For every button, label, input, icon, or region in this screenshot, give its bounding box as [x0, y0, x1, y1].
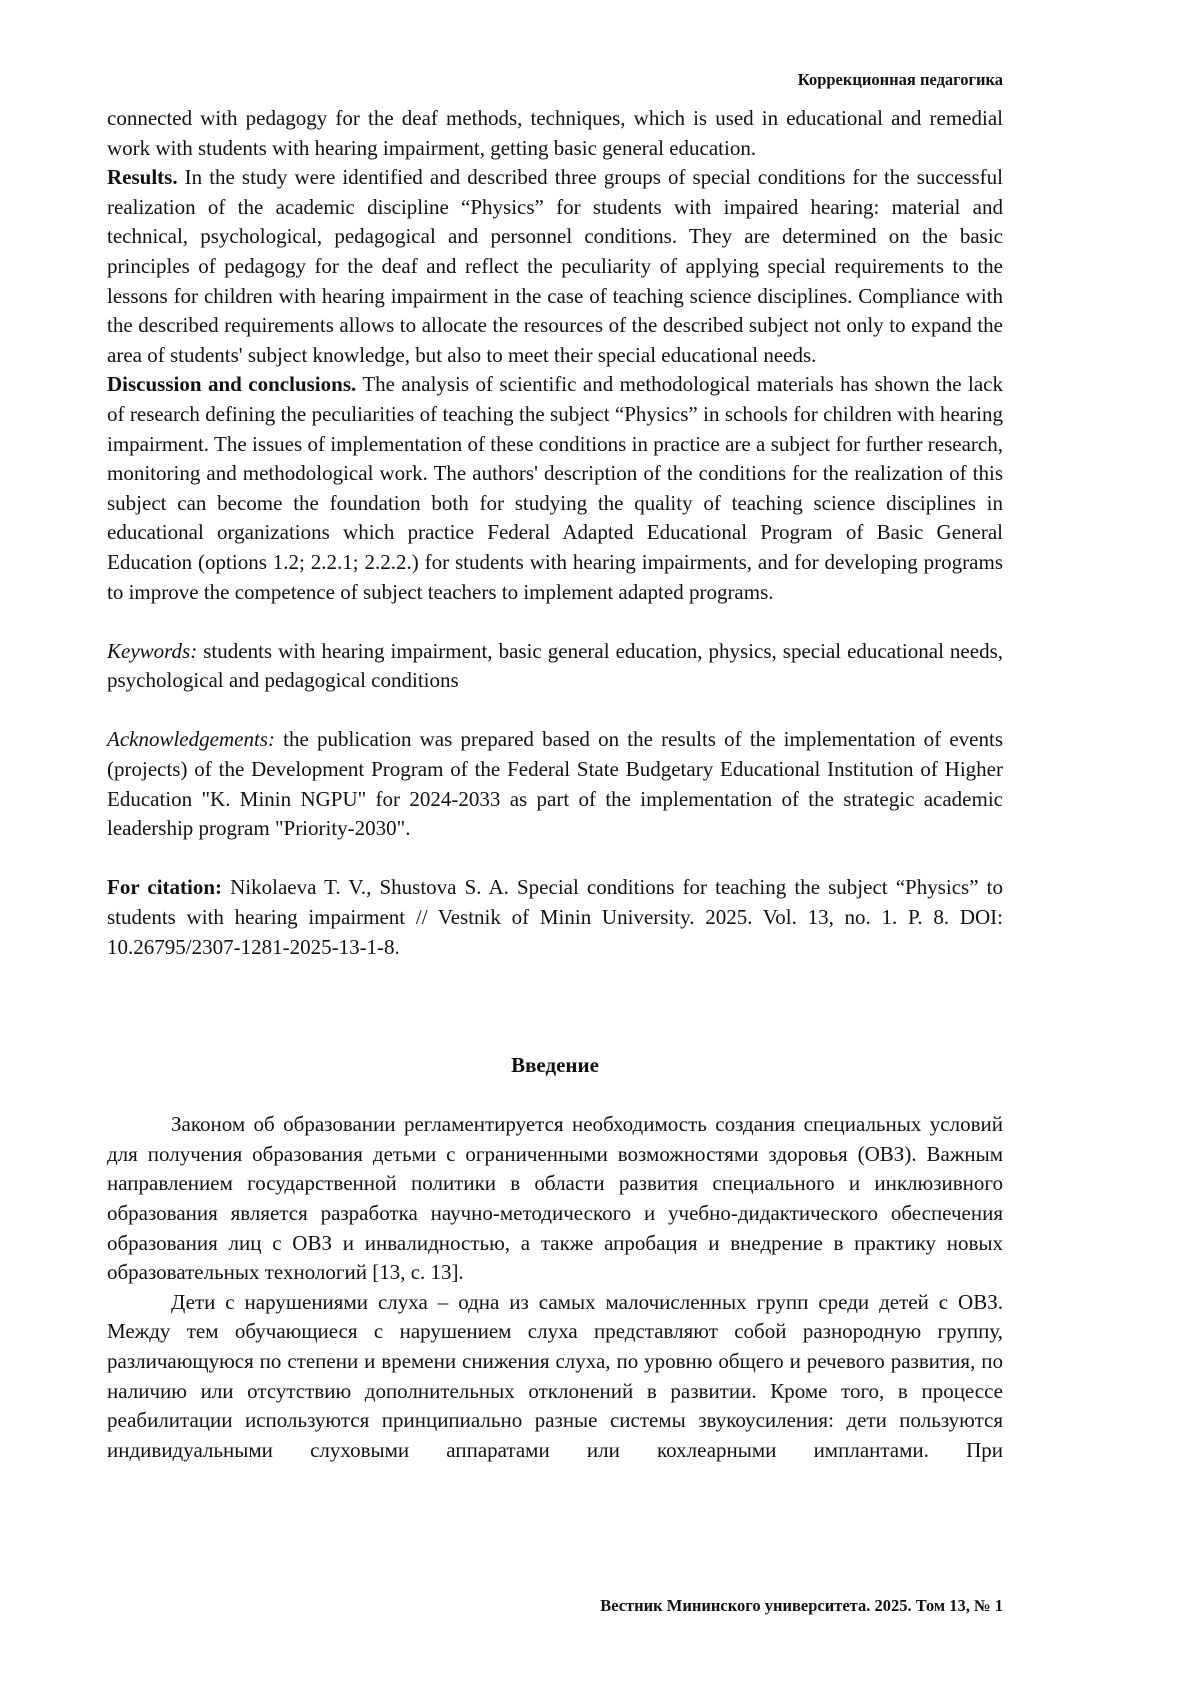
spacer [107, 1021, 1003, 1051]
citation-text: Nikolaeva T. V., Shustova S. A. Special conditions for teaching the subject “Physics” to students with hearing impairment // Vestnik of Minin University. 2025. Vol. 13, no. 1. P. 8. DOI: 10.26795/2307-1281-2025-13-1-8. [107, 875, 1003, 959]
discussion-text: The analysis of scientific and methodological materials has shown the lack of research defining the peculiarities of teaching the subject “Physics” in schools for children with hearing impairment. The issues of implementation of these conditions in practice are a subject for further research, monitoring and methodological work. The authors' description of the conditions for the realization of this subject can become the foundation both for studying the quality of teaching science disciplines in educational organizations which practice Federal Adapted Educational Program of Basic General Education (options 1.2; 2.2.1; 2.2.2.) for students with hearing impairments, and for developing programs to improve the competence of subject teachers to implement adapted programs. [107, 372, 1003, 604]
acknowledgements [107, 725, 1003, 843]
spacer [107, 607, 1003, 637]
results-label: Results. [107, 165, 178, 190]
results-text: In the study were identified and described three groups of special conditions for the successful realization of the academic discipline “Physics” for students with impaired hearing: material and technical, psychological, pedagogical and personnel conditions. They are determined on the basic principles of pedagogy for the deaf and reflect the peculiarity of applying special requirements to the lessons for children with hearing impairment in the case of teaching science disciplines. Compliance with the described requirements allows to allocate the resources of the described subject not only to expand the area of students' subject knowledge, but also to meet their special educational needs. [107, 165, 1003, 367]
running-header: Коррекционная педагогика [797, 70, 1003, 89]
abstract-continuation: connected with pedagogy for the deaf methods, techniques, which is used in educational and remedial work with students with hearing impairment, getting basic general education. [107, 106, 1003, 160]
abstract-discussion [107, 370, 1003, 607]
spacer [107, 962, 1003, 992]
spacer [107, 844, 1003, 874]
abstract-results [107, 163, 1003, 370]
citation-label: For citation: [107, 875, 223, 900]
intro-paragraph: Дети с нарушениями слуха – одна из самых малочисленных групп среди детей с ОВЗ. Между тем обучающиеся с нарушением слуха представляют собой разнородную группу, различающуюся по степени и времени снижения слуха, по уровню общего и речевого развития, по наличию или отсутствию дополнительных отклонений в развитии. Кроме того, в процессе реабилитации используются принципиально разные системы звукоусиления: дети пользуются индивидуальными слуховыми аппаратами или кохлеарными имплантами. При [107, 1289, 1003, 1462]
spacer [107, 1081, 1003, 1111]
section-title-introduction: Введение [511, 1053, 599, 1077]
keywords-label: Keywords: [107, 638, 198, 663]
acknowledgements-label: Acknowledgements: [107, 727, 275, 752]
spacer [107, 992, 1003, 1022]
discussion-label: Discussion and conclusions. [107, 372, 357, 397]
acknowledgements-text: the publication was prepared based on the results of the implementation of events (projects) of the Development Program of the Federal State Budgetary Educational Institution of Higher Education "K. Minin NGPU" for 2024-2033 as part of the implementation of the strategic academic leadership program "Priority-2030". [107, 727, 1003, 841]
body-text [107, 104, 1003, 1465]
citation [107, 873, 1003, 962]
keywords-text: students with hearing impairment, basic general education, physics, special educational needs, psychological and pedagogical conditions [107, 638, 1003, 693]
running-footer: Вестник Мининского университета. 2025. Том 13, № 1 [600, 1596, 1003, 1615]
keywords [107, 637, 1003, 696]
intro-paragraph: Законом об образовании регламентируется необходимость создания специальных условий для получения образования детьми с ограниченными возможностями здоровья (ОВЗ). Важным направлением государственной политики в области развития специального и инклюзивного образования является разработка научно-методического и учебно-дидактического обеспечения образования лиц с ОВЗ и инвалидностью, а также апробация и внедрение в практику новых образовательных технологий [13, с. 13]. [107, 1112, 1003, 1285]
spacer [107, 696, 1003, 726]
